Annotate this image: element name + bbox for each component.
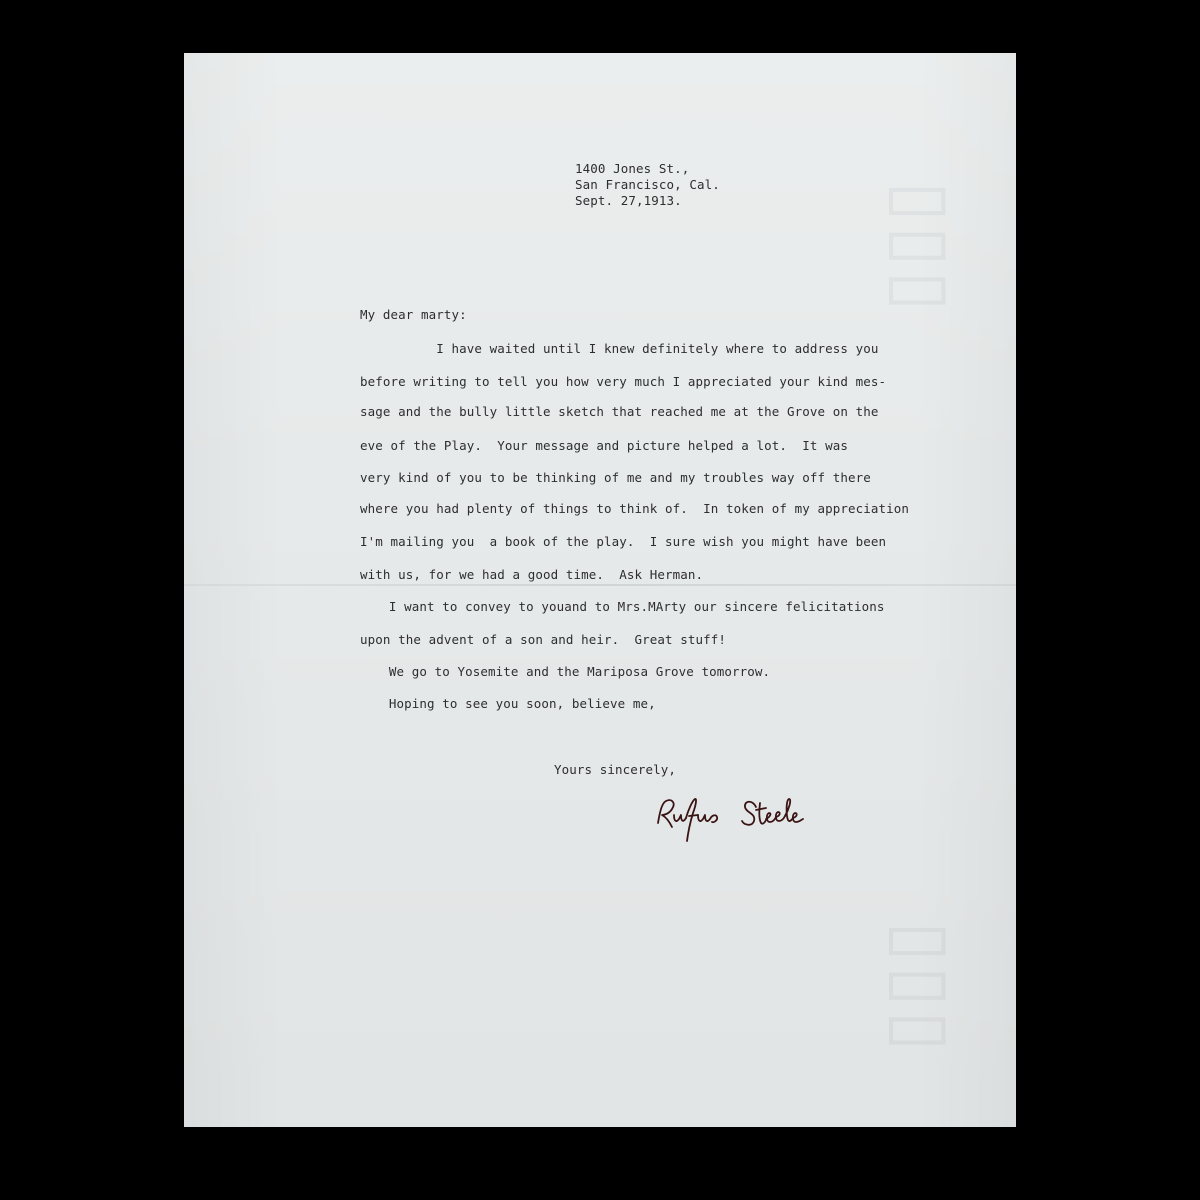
body-line: eve of the Play. Your message and picture helped a lot. It was <box>360 438 849 453</box>
address-street: 1400 Jones St., <box>575 161 690 176</box>
body-line: upon the advent of a son and heir. Great stuff! <box>360 632 727 647</box>
body-line: sage and the bully little sketch that reached me at the Grove on the <box>360 404 879 419</box>
signature-drawing <box>652 789 852 849</box>
paper-fold-line <box>184 584 1016 586</box>
body-line: Hoping to see you soon, believe me, <box>366 696 656 711</box>
body-line: with us, for we had a good time. Ask Herman. <box>360 567 704 582</box>
closing: Yours sincerely, <box>554 762 677 777</box>
salutation: My dear marty: <box>360 307 467 322</box>
letter-date: Sept. 27,1913. <box>575 193 682 208</box>
body-line: I want to convey to youand to Mrs.MArty our sincere felicitations <box>366 599 885 614</box>
letter-sheet <box>184 53 1016 1127</box>
body-line: where you had plenty of things to think of. In token of my appreciation <box>360 501 910 516</box>
body-line: We go to Yosemite and the Mariposa Grove tomorrow. <box>366 664 771 679</box>
body-line: before writing to tell you how very much I appreciated your kind mes- <box>360 374 887 389</box>
body-line: I have waited until I knew definitely where to address you <box>360 341 879 356</box>
body-line: very kind of you to be thinking of me and my troubles way off there <box>360 470 871 485</box>
body-line: I'm mailing you a book of the play. I sure wish you might have been <box>360 534 887 549</box>
bleed-through-mark: ▯▯▯ <box>880 921 966 1056</box>
handwritten-signature <box>652 789 852 849</box>
address-city: San Francisco, Cal. <box>575 177 720 192</box>
bleed-through-mark: ▯▯▯ <box>880 181 966 316</box>
